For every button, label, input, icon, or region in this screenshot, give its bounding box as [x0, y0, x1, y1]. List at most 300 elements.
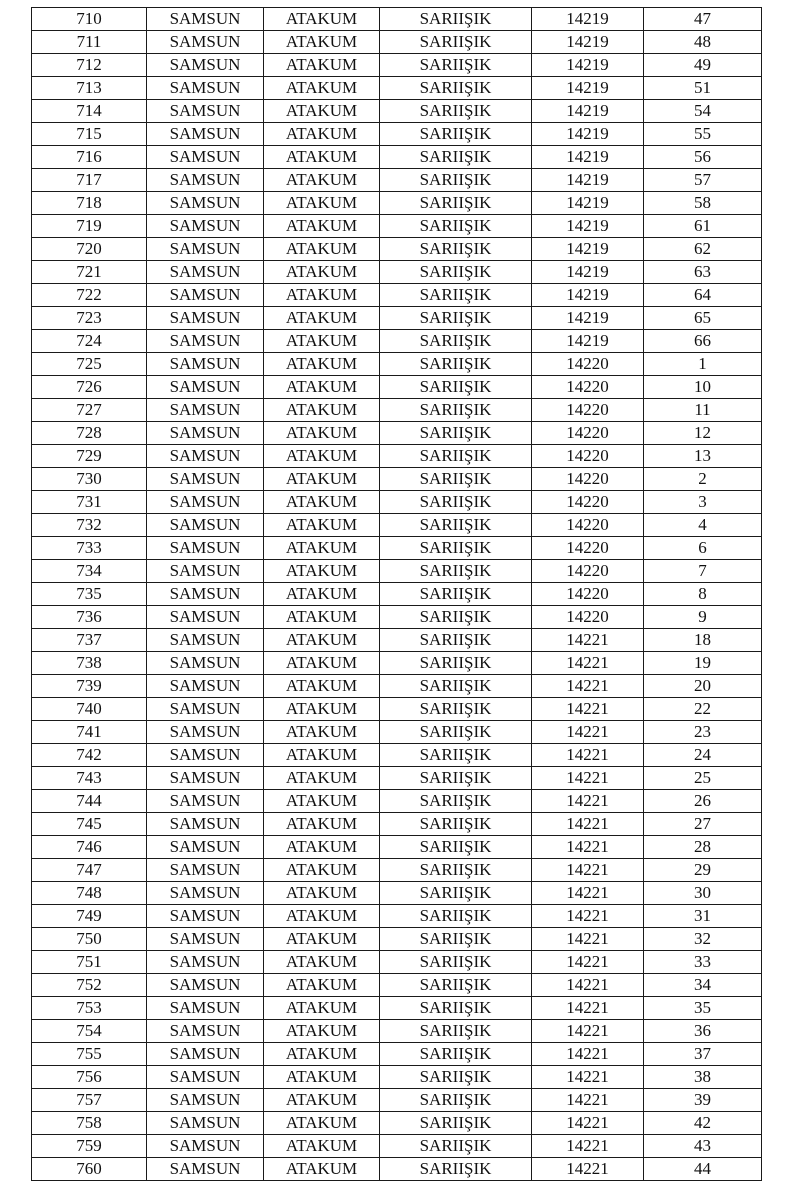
- table-row: [32, 675, 762, 698]
- district-cell: ATAKUM: [264, 928, 380, 951]
- province-cell: SAMSUN: [147, 1135, 264, 1158]
- neighborhood-cell: SARIIŞIK: [380, 606, 532, 629]
- row-number-cell: 754: [32, 1020, 147, 1043]
- row-number-cell: 736: [32, 606, 147, 629]
- neighborhood-cell: SARIIŞIK: [380, 721, 532, 744]
- parcel-cell: 55: [644, 123, 762, 146]
- block-cell: 14221: [532, 882, 644, 905]
- parcel-cell: 19: [644, 652, 762, 675]
- district-cell: ATAKUM: [264, 422, 380, 445]
- row-number-cell: 751: [32, 951, 147, 974]
- table-row: [32, 1043, 762, 1066]
- parcel-cell: 26: [644, 790, 762, 813]
- district-cell: ATAKUM: [264, 629, 380, 652]
- block-cell: 14221: [532, 1020, 644, 1043]
- district-cell: ATAKUM: [264, 238, 380, 261]
- table-row: [32, 353, 762, 376]
- district-cell: ATAKUM: [264, 790, 380, 813]
- province-cell: SAMSUN: [147, 353, 264, 376]
- row-number-cell: 737: [32, 629, 147, 652]
- table-row: [32, 261, 762, 284]
- parcel-cell: 9: [644, 606, 762, 629]
- block-cell: 14221: [532, 767, 644, 790]
- block-cell: 14220: [532, 583, 644, 606]
- neighborhood-cell: SARIIŞIK: [380, 77, 532, 100]
- parcel-cell: 31: [644, 905, 762, 928]
- parcel-cell: 25: [644, 767, 762, 790]
- block-cell: 14219: [532, 330, 644, 353]
- row-number-cell: 756: [32, 1066, 147, 1089]
- block-cell: 14221: [532, 1089, 644, 1112]
- block-cell: 14221: [532, 1135, 644, 1158]
- table-row: [32, 997, 762, 1020]
- row-number-cell: 713: [32, 77, 147, 100]
- neighborhood-cell: SARIIŞIK: [380, 491, 532, 514]
- province-cell: SAMSUN: [147, 77, 264, 100]
- neighborhood-cell: SARIIŞIK: [380, 744, 532, 767]
- table-row: [32, 514, 762, 537]
- parcel-cell: 10: [644, 376, 762, 399]
- table-row: [32, 468, 762, 491]
- table-row: [32, 192, 762, 215]
- province-cell: SAMSUN: [147, 537, 264, 560]
- block-cell: 14221: [532, 974, 644, 997]
- neighborhood-cell: SARIIŞIK: [380, 813, 532, 836]
- block-cell: 14219: [532, 307, 644, 330]
- row-number-cell: 712: [32, 54, 147, 77]
- neighborhood-cell: SARIIŞIK: [380, 951, 532, 974]
- row-number-cell: 752: [32, 974, 147, 997]
- province-cell: SAMSUN: [147, 767, 264, 790]
- district-cell: ATAKUM: [264, 261, 380, 284]
- row-number-cell: 739: [32, 675, 147, 698]
- row-number-cell: 738: [32, 652, 147, 675]
- neighborhood-cell: SARIIŞIK: [380, 261, 532, 284]
- table-row: [32, 77, 762, 100]
- block-cell: 14221: [532, 629, 644, 652]
- row-number-cell: 717: [32, 169, 147, 192]
- block-cell: 14220: [532, 445, 644, 468]
- block-cell: 14221: [532, 744, 644, 767]
- block-cell: 14220: [532, 399, 644, 422]
- block-cell: 14220: [532, 514, 644, 537]
- province-cell: SAMSUN: [147, 744, 264, 767]
- province-cell: SAMSUN: [147, 974, 264, 997]
- row-number-cell: 760: [32, 1158, 147, 1181]
- table-row: [32, 284, 762, 307]
- table-row: [32, 928, 762, 951]
- parcel-cell: 32: [644, 928, 762, 951]
- neighborhood-cell: SARIIŞIK: [380, 928, 532, 951]
- row-number-cell: 724: [32, 330, 147, 353]
- block-cell: 14221: [532, 675, 644, 698]
- parcel-cell: 33: [644, 951, 762, 974]
- province-cell: SAMSUN: [147, 813, 264, 836]
- district-cell: ATAKUM: [264, 882, 380, 905]
- province-cell: SAMSUN: [147, 928, 264, 951]
- neighborhood-cell: SARIIŞIK: [380, 192, 532, 215]
- neighborhood-cell: SARIIŞIK: [380, 859, 532, 882]
- row-number-cell: 734: [32, 560, 147, 583]
- block-cell: 14219: [532, 261, 644, 284]
- district-cell: ATAKUM: [264, 215, 380, 238]
- province-cell: SAMSUN: [147, 1089, 264, 1112]
- row-number-cell: 711: [32, 31, 147, 54]
- row-number-cell: 746: [32, 836, 147, 859]
- province-cell: SAMSUN: [147, 215, 264, 238]
- block-cell: 14221: [532, 652, 644, 675]
- table-row: [32, 606, 762, 629]
- parcel-cell: 22: [644, 698, 762, 721]
- district-cell: ATAKUM: [264, 537, 380, 560]
- province-cell: SAMSUN: [147, 284, 264, 307]
- neighborhood-cell: SARIIŞIK: [380, 422, 532, 445]
- block-cell: 14220: [532, 606, 644, 629]
- neighborhood-cell: SARIIŞIK: [380, 629, 532, 652]
- block-cell: 14221: [532, 905, 644, 928]
- neighborhood-cell: SARIIŞIK: [380, 353, 532, 376]
- district-cell: ATAKUM: [264, 8, 380, 31]
- neighborhood-cell: SARIIŞIK: [380, 215, 532, 238]
- block-cell: 14220: [532, 537, 644, 560]
- province-cell: SAMSUN: [147, 698, 264, 721]
- province-cell: SAMSUN: [147, 583, 264, 606]
- province-cell: SAMSUN: [147, 399, 264, 422]
- row-number-cell: 723: [32, 307, 147, 330]
- province-cell: SAMSUN: [147, 882, 264, 905]
- row-number-cell: 743: [32, 767, 147, 790]
- province-cell: SAMSUN: [147, 261, 264, 284]
- table-row: [32, 1020, 762, 1043]
- table-row: [32, 1089, 762, 1112]
- neighborhood-cell: SARIIŞIK: [380, 790, 532, 813]
- block-cell: 14219: [532, 192, 644, 215]
- neighborhood-cell: SARIIŞIK: [380, 675, 532, 698]
- table-row: [32, 974, 762, 997]
- table-row: [32, 123, 762, 146]
- parcel-cell: 42: [644, 1112, 762, 1135]
- row-number-cell: 750: [32, 928, 147, 951]
- province-cell: SAMSUN: [147, 307, 264, 330]
- district-cell: ATAKUM: [264, 77, 380, 100]
- district-cell: ATAKUM: [264, 468, 380, 491]
- row-number-cell: 735: [32, 583, 147, 606]
- parcel-cell: 4: [644, 514, 762, 537]
- parcel-cell: 66: [644, 330, 762, 353]
- district-cell: ATAKUM: [264, 1066, 380, 1089]
- district-cell: ATAKUM: [264, 123, 380, 146]
- row-number-cell: 720: [32, 238, 147, 261]
- row-number-cell: 728: [32, 422, 147, 445]
- province-cell: SAMSUN: [147, 1066, 264, 1089]
- row-number-cell: 748: [32, 882, 147, 905]
- row-number-cell: 725: [32, 353, 147, 376]
- parcel-cell: 34: [644, 974, 762, 997]
- district-cell: ATAKUM: [264, 376, 380, 399]
- neighborhood-cell: SARIIŞIK: [380, 905, 532, 928]
- block-cell: 14220: [532, 468, 644, 491]
- block-cell: 14219: [532, 54, 644, 77]
- district-cell: ATAKUM: [264, 1158, 380, 1181]
- province-cell: SAMSUN: [147, 1158, 264, 1181]
- block-cell: 14221: [532, 997, 644, 1020]
- district-cell: ATAKUM: [264, 974, 380, 997]
- table-row: [32, 767, 762, 790]
- table-row: [32, 1112, 762, 1135]
- neighborhood-cell: SARIIŞIK: [380, 882, 532, 905]
- table-row: [32, 8, 762, 31]
- table-row: [32, 399, 762, 422]
- parcel-cell: 43: [644, 1135, 762, 1158]
- parcel-cell: 63: [644, 261, 762, 284]
- table-row: [32, 537, 762, 560]
- row-number-cell: 749: [32, 905, 147, 928]
- parcel-cell: 28: [644, 836, 762, 859]
- table-row: [32, 1158, 762, 1181]
- district-cell: ATAKUM: [264, 560, 380, 583]
- table-row: [32, 169, 762, 192]
- block-cell: 14221: [532, 1158, 644, 1181]
- district-cell: ATAKUM: [264, 1135, 380, 1158]
- table-row: [32, 422, 762, 445]
- district-cell: ATAKUM: [264, 284, 380, 307]
- row-number-cell: 731: [32, 491, 147, 514]
- neighborhood-cell: SARIIŞIK: [380, 974, 532, 997]
- district-cell: ATAKUM: [264, 905, 380, 928]
- district-cell: ATAKUM: [264, 951, 380, 974]
- parcel-table-container: [31, 7, 761, 1181]
- district-cell: ATAKUM: [264, 836, 380, 859]
- row-number-cell: 744: [32, 790, 147, 813]
- table-row: [32, 744, 762, 767]
- table-row: [32, 905, 762, 928]
- province-cell: SAMSUN: [147, 100, 264, 123]
- province-cell: SAMSUN: [147, 376, 264, 399]
- block-cell: 14221: [532, 1066, 644, 1089]
- parcel-cell: 1: [644, 353, 762, 376]
- parcel-cell: 57: [644, 169, 762, 192]
- block-cell: 14219: [532, 215, 644, 238]
- district-cell: ATAKUM: [264, 675, 380, 698]
- row-number-cell: 726: [32, 376, 147, 399]
- row-number-cell: 730: [32, 468, 147, 491]
- province-cell: SAMSUN: [147, 445, 264, 468]
- parcel-cell: 23: [644, 721, 762, 744]
- row-number-cell: 714: [32, 100, 147, 123]
- province-cell: SAMSUN: [147, 8, 264, 31]
- parcel-cell: 51: [644, 77, 762, 100]
- district-cell: ATAKUM: [264, 146, 380, 169]
- province-cell: SAMSUN: [147, 652, 264, 675]
- table-row: [32, 31, 762, 54]
- block-cell: 14219: [532, 238, 644, 261]
- neighborhood-cell: SARIIŞIK: [380, 399, 532, 422]
- neighborhood-cell: SARIIŞIK: [380, 376, 532, 399]
- neighborhood-cell: SARIIŞIK: [380, 698, 532, 721]
- block-cell: 14220: [532, 376, 644, 399]
- neighborhood-cell: SARIIŞIK: [380, 169, 532, 192]
- row-number-cell: 715: [32, 123, 147, 146]
- neighborhood-cell: SARIIŞIK: [380, 1158, 532, 1181]
- table-row: [32, 238, 762, 261]
- province-cell: SAMSUN: [147, 146, 264, 169]
- district-cell: ATAKUM: [264, 192, 380, 215]
- district-cell: ATAKUM: [264, 54, 380, 77]
- row-number-cell: 741: [32, 721, 147, 744]
- parcel-cell: 3: [644, 491, 762, 514]
- row-number-cell: 719: [32, 215, 147, 238]
- parcel-table-body: [32, 8, 762, 1181]
- table-row: [32, 491, 762, 514]
- province-cell: SAMSUN: [147, 192, 264, 215]
- table-row: [32, 54, 762, 77]
- province-cell: SAMSUN: [147, 560, 264, 583]
- table-row: [32, 445, 762, 468]
- parcel-cell: 39: [644, 1089, 762, 1112]
- block-cell: 14220: [532, 353, 644, 376]
- province-cell: SAMSUN: [147, 1112, 264, 1135]
- table-row: [32, 629, 762, 652]
- table-row: [32, 1066, 762, 1089]
- province-cell: SAMSUN: [147, 997, 264, 1020]
- province-cell: SAMSUN: [147, 31, 264, 54]
- district-cell: ATAKUM: [264, 583, 380, 606]
- parcel-cell: 11: [644, 399, 762, 422]
- neighborhood-cell: SARIIŞIK: [380, 31, 532, 54]
- neighborhood-cell: SARIIŞIK: [380, 537, 532, 560]
- neighborhood-cell: SARIIŞIK: [380, 652, 532, 675]
- neighborhood-cell: SARIIŞIK: [380, 8, 532, 31]
- parcel-cell: 18: [644, 629, 762, 652]
- district-cell: ATAKUM: [264, 491, 380, 514]
- province-cell: SAMSUN: [147, 859, 264, 882]
- block-cell: 14220: [532, 560, 644, 583]
- row-number-cell: 755: [32, 1043, 147, 1066]
- neighborhood-cell: SARIIŞIK: [380, 330, 532, 353]
- block-cell: 14221: [532, 813, 644, 836]
- parcel-cell: 35: [644, 997, 762, 1020]
- row-number-cell: 721: [32, 261, 147, 284]
- parcel-cell: 8: [644, 583, 762, 606]
- block-cell: 14219: [532, 146, 644, 169]
- parcel-cell: 36: [644, 1020, 762, 1043]
- row-number-cell: 727: [32, 399, 147, 422]
- province-cell: SAMSUN: [147, 330, 264, 353]
- district-cell: ATAKUM: [264, 606, 380, 629]
- block-cell: 14221: [532, 928, 644, 951]
- block-cell: 14219: [532, 123, 644, 146]
- neighborhood-cell: SARIIŞIK: [380, 146, 532, 169]
- district-cell: ATAKUM: [264, 698, 380, 721]
- district-cell: ATAKUM: [264, 330, 380, 353]
- neighborhood-cell: SARIIŞIK: [380, 583, 532, 606]
- parcel-cell: 56: [644, 146, 762, 169]
- district-cell: ATAKUM: [264, 744, 380, 767]
- block-cell: 14219: [532, 77, 644, 100]
- parcel-cell: 13: [644, 445, 762, 468]
- neighborhood-cell: SARIIŞIK: [380, 284, 532, 307]
- neighborhood-cell: SARIIŞIK: [380, 123, 532, 146]
- neighborhood-cell: SARIIŞIK: [380, 560, 532, 583]
- district-cell: ATAKUM: [264, 1112, 380, 1135]
- parcel-cell: 54: [644, 100, 762, 123]
- district-cell: ATAKUM: [264, 813, 380, 836]
- parcel-cell: 47: [644, 8, 762, 31]
- parcel-cell: 2: [644, 468, 762, 491]
- province-cell: SAMSUN: [147, 675, 264, 698]
- row-number-cell: 718: [32, 192, 147, 215]
- block-cell: 14219: [532, 169, 644, 192]
- district-cell: ATAKUM: [264, 1043, 380, 1066]
- block-cell: 14221: [532, 790, 644, 813]
- table-row: [32, 100, 762, 123]
- neighborhood-cell: SARIIŞIK: [380, 1089, 532, 1112]
- block-cell: 14221: [532, 836, 644, 859]
- table-row: [32, 146, 762, 169]
- row-number-cell: 753: [32, 997, 147, 1020]
- block-cell: 14221: [532, 1112, 644, 1135]
- table-row: [32, 307, 762, 330]
- parcel-cell: 38: [644, 1066, 762, 1089]
- province-cell: SAMSUN: [147, 514, 264, 537]
- table-row: [32, 1135, 762, 1158]
- neighborhood-cell: SARIIŞIK: [380, 100, 532, 123]
- row-number-cell: 710: [32, 8, 147, 31]
- parcel-cell: 12: [644, 422, 762, 445]
- province-cell: SAMSUN: [147, 123, 264, 146]
- table-row: [32, 560, 762, 583]
- district-cell: ATAKUM: [264, 1020, 380, 1043]
- parcel-cell: 29: [644, 859, 762, 882]
- row-number-cell: 740: [32, 698, 147, 721]
- row-number-cell: 732: [32, 514, 147, 537]
- province-cell: SAMSUN: [147, 905, 264, 928]
- row-number-cell: 733: [32, 537, 147, 560]
- district-cell: ATAKUM: [264, 997, 380, 1020]
- table-row: [32, 721, 762, 744]
- parcel-cell: 27: [644, 813, 762, 836]
- district-cell: ATAKUM: [264, 307, 380, 330]
- row-number-cell: 759: [32, 1135, 147, 1158]
- neighborhood-cell: SARIIŞIK: [380, 54, 532, 77]
- table-row: [32, 859, 762, 882]
- table-row: [32, 583, 762, 606]
- parcel-cell: 30: [644, 882, 762, 905]
- province-cell: SAMSUN: [147, 1020, 264, 1043]
- province-cell: SAMSUN: [147, 468, 264, 491]
- province-cell: SAMSUN: [147, 491, 264, 514]
- parcel-cell: 65: [644, 307, 762, 330]
- neighborhood-cell: SARIIŞIK: [380, 1043, 532, 1066]
- table-row: [32, 215, 762, 238]
- table-row: [32, 652, 762, 675]
- neighborhood-cell: SARIIŞIK: [380, 307, 532, 330]
- district-cell: ATAKUM: [264, 169, 380, 192]
- neighborhood-cell: SARIIŞIK: [380, 1066, 532, 1089]
- table-row: [32, 813, 762, 836]
- neighborhood-cell: SARIIŞIK: [380, 836, 532, 859]
- province-cell: SAMSUN: [147, 606, 264, 629]
- neighborhood-cell: SARIIŞIK: [380, 1020, 532, 1043]
- block-cell: 14219: [532, 284, 644, 307]
- parcel-cell: 37: [644, 1043, 762, 1066]
- parcel-cell: 7: [644, 560, 762, 583]
- row-number-cell: 716: [32, 146, 147, 169]
- neighborhood-cell: SARIIŞIK: [380, 1112, 532, 1135]
- province-cell: SAMSUN: [147, 721, 264, 744]
- table-row: [32, 790, 762, 813]
- parcel-table: [31, 7, 762, 1181]
